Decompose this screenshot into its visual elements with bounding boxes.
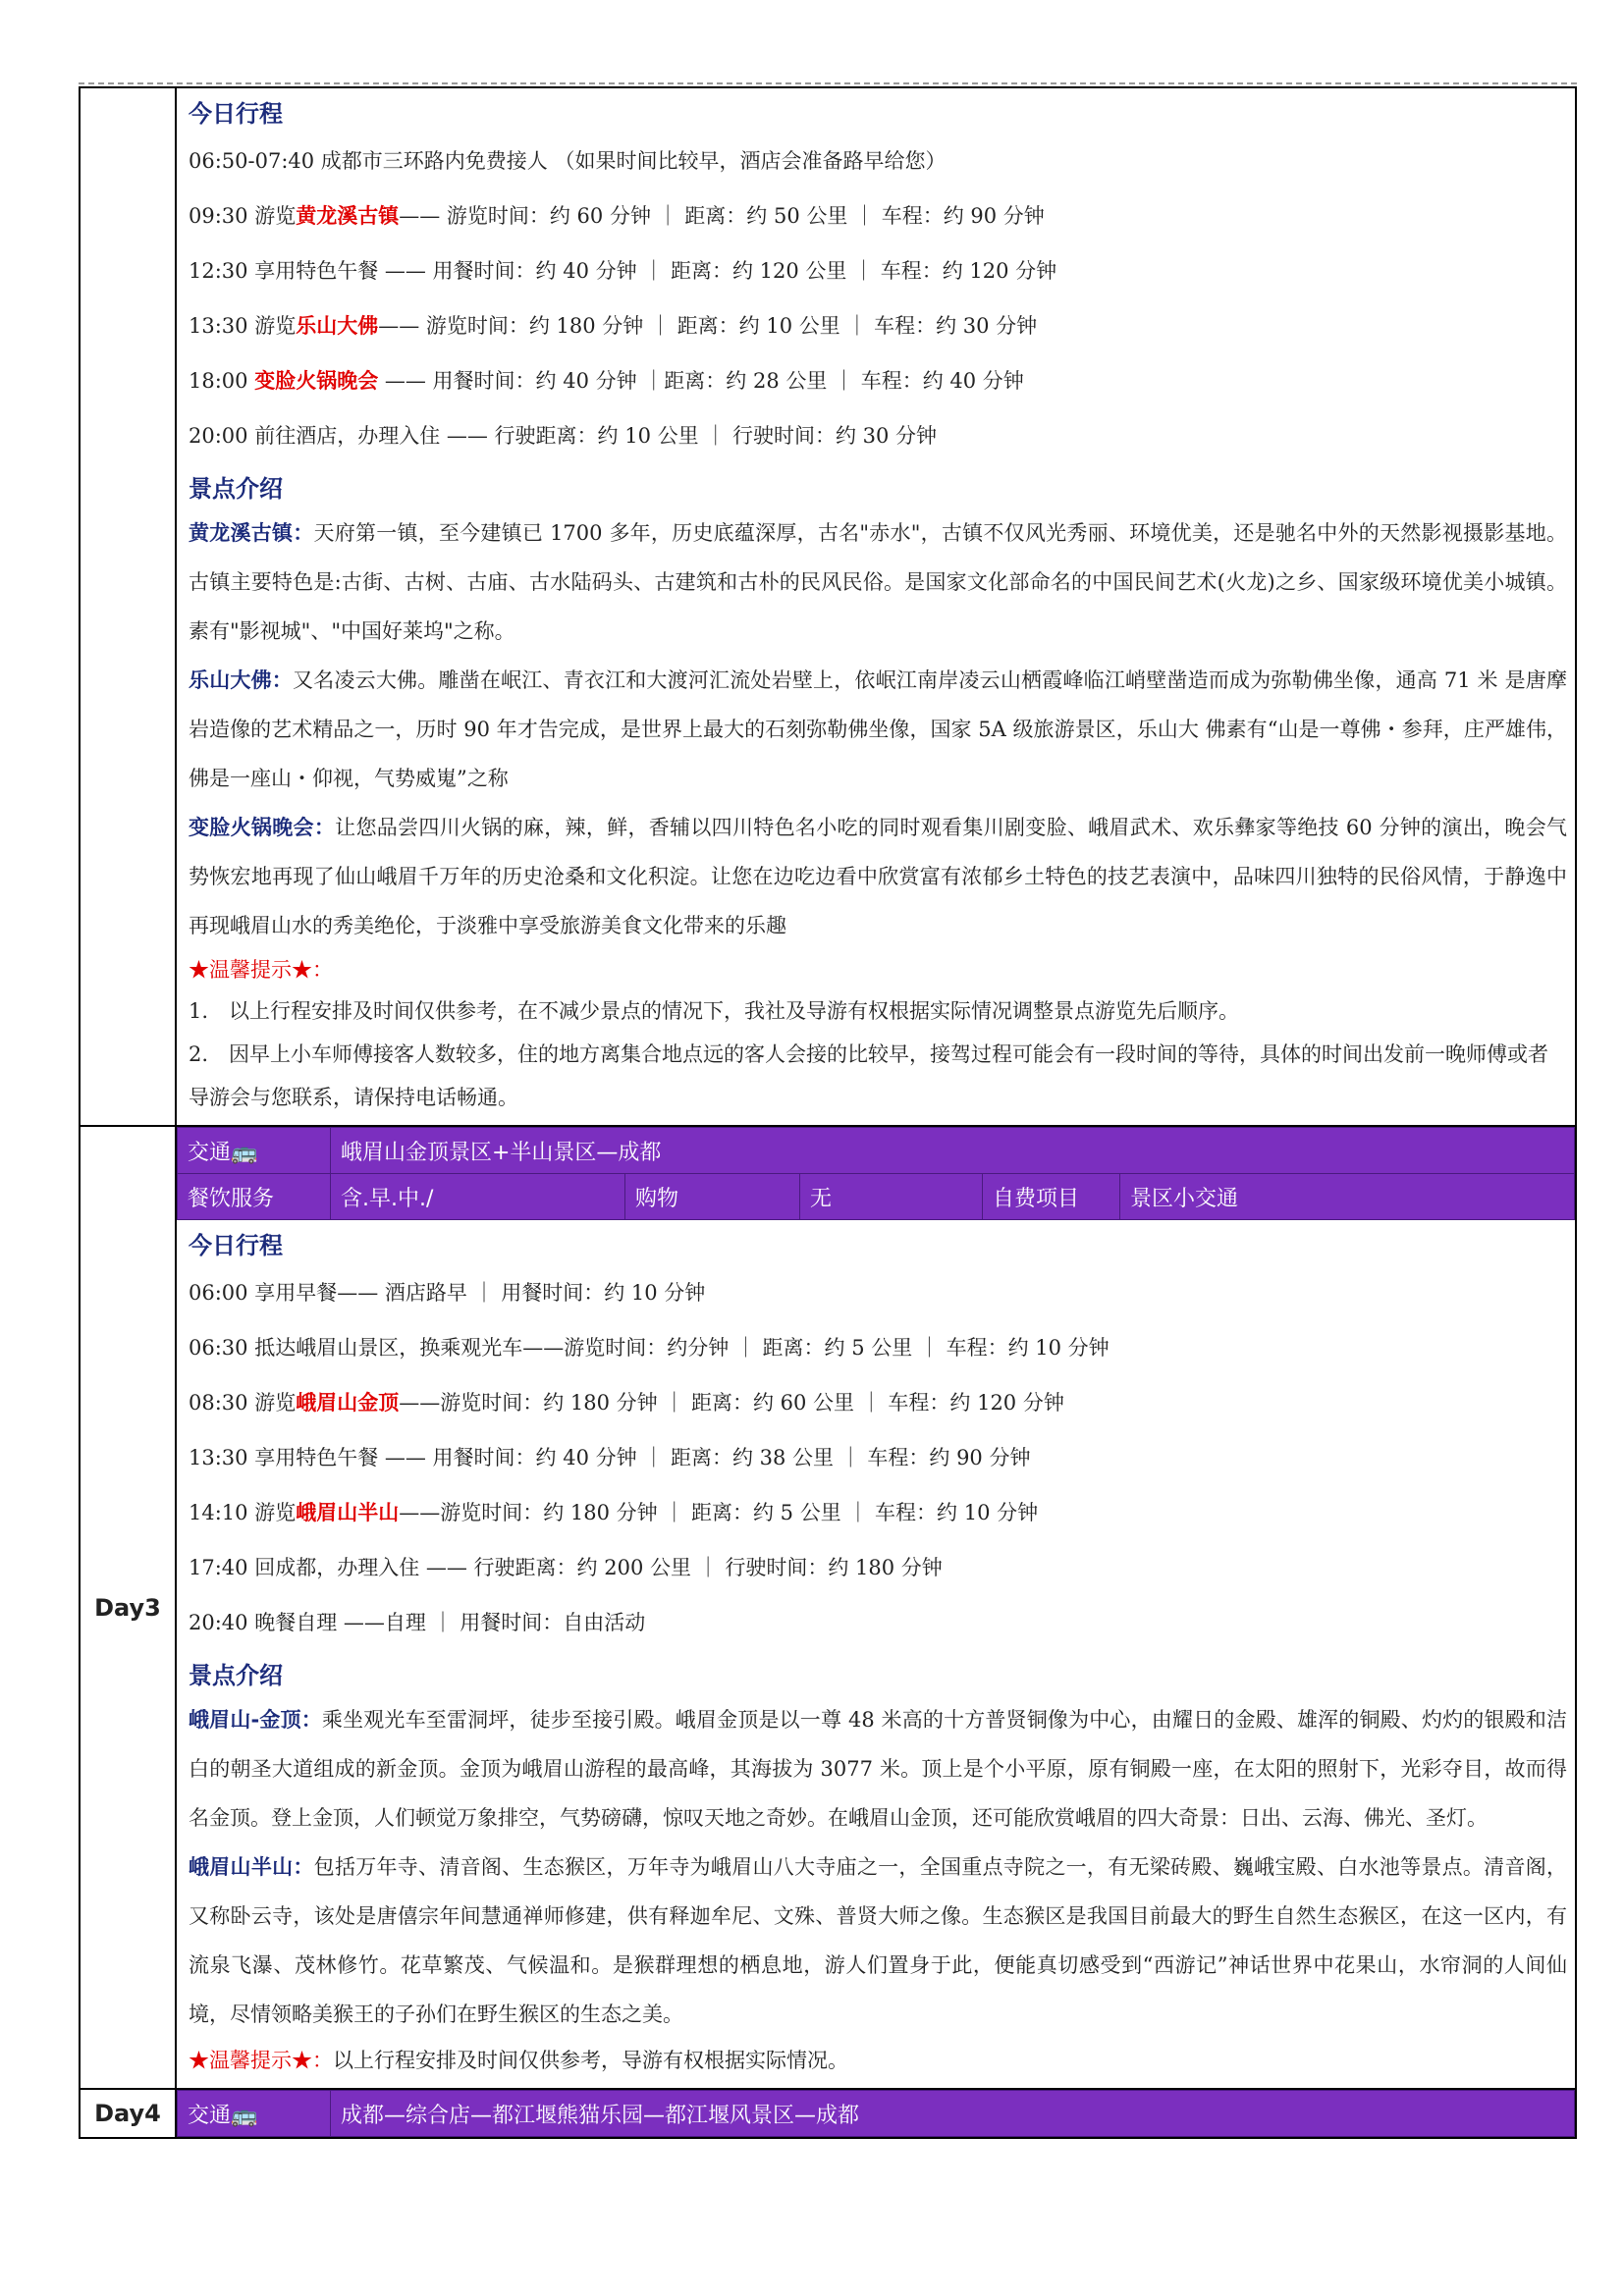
day4-row (80, 2089, 1576, 2138)
day2-row (80, 87, 1576, 1126)
item-attraction-highlight: 峨眉山金顶 (296, 1391, 400, 1415)
day3-shop-value: 无 (800, 1174, 983, 1220)
day4-label: Day4 (80, 2089, 176, 2138)
item-text: 20:00 前往酒店，办理入住 —— 行驶距离：约 10 公里 ｜ 行驶时间：约 30 分钟 (189, 424, 938, 448)
day3-info-bar (177, 1127, 1575, 1220)
day3-itinerary-item (189, 1320, 1567, 1375)
day2-itinerary-item (189, 133, 1567, 188)
day3-transport-label: 交通🚌 (178, 1128, 331, 1174)
day2-spot-paragraph (189, 656, 1567, 803)
day3-itinerary-item (189, 1430, 1567, 1485)
day3-label: Day3 (80, 1126, 176, 2089)
day2-spot-paragraph (189, 803, 1567, 950)
day2-itinerary-item (189, 298, 1567, 353)
day3-tip-text: 以上行程安排及时间仅供参考，导游有权根据实际情况。 (333, 2049, 848, 2072)
item-attraction-highlight: 峨眉山半山 (296, 1501, 400, 1524)
day3-tip-title: ★温馨提示★： (189, 2049, 333, 2072)
day2-label-cell (80, 87, 176, 1126)
item-text: 06:30 抵达峨眉山景区，换乘观光车——游览时间：约分钟 ｜ 距离：约 5 公里 ｜ 车程：约 10 分钟 (189, 1336, 1110, 1360)
item-text: 13:30 享用特色午餐 —— 用餐时间：约 40 分钟 ｜ 距离：约 38 公里 ｜ 车程：约 90 分钟 (189, 1446, 1031, 1469)
day3-intro-title: 景点介绍 (189, 1662, 283, 1689)
item-text: 08:30 游览 (189, 1391, 297, 1415)
day2-intro-title: 景点介绍 (189, 475, 283, 503)
spot-description: 让您品尝四川火锅的麻，辣，鲜，香辅以四川特色名小吃的同时观看集川剧变脸、峨眉武术、欢乐彝家等绝技 60 分钟的演出，晚会气势恢宏地再现了仙山峨眉千万年的历史沧桑和文化积淀。让您在边吃边看中欣赏富有浓郁乡土特色的技艺表演中，品味四川独特的民俗风情，于静逸中再现峨眉山水的秀美绝伦，于淡雅中享受旅游美食文化带来的乐趣 (189, 816, 1567, 937)
item-text: 13:30 游览 (189, 314, 297, 338)
day2-itinerary-list (189, 133, 1567, 463)
day3-itinerary-item (189, 1265, 1567, 1320)
day2-spot-list (189, 508, 1567, 950)
spot-description: 天府第一镇，至今建镇已 1700 多年，历史底蕴深厚，古名"赤水"，古镇不仅风光秀丽、环境优美，还是驰名中外的天然影视摄影基地。古镇主要特色是:古街、古树、古庙、古水陆码头、古建筑和古朴的民风民俗。是国家文化部命名的中国民间艺术(火龙)之乡、国家级环境优美小城镇。素有"影视城"、"中国好莱坞"之称。 (189, 521, 1567, 643)
item-text-detail: ——游览时间：约 180 分钟 ｜ 距离：约 60 公里 ｜ 车程：约 120 分钟 (399, 1391, 1064, 1415)
spot-description: 乘坐观光车至雷洞坪，徒步至接引殿。峨眉金顶是以一尊 48 米高的十方普贤铜像为中心，由耀日的金殿、雄浑的铜殿、灼灼的银殿和洁白的朝圣大道组成的新金顶。金顶为峨眉山游程的最高峰，其海拔为 3077 米。顶上是个小平原，原有铜殿一座，在太阳的照射下，光彩夺目，故而得名金顶。登上金顶，人们顿觉万象排空，气势磅礴，惊叹天地之奇妙。在峨眉山金顶，还可能欣赏峨眉的四大奇景：日出、云海、佛光、圣灯。 (189, 1708, 1567, 1830)
day4-transport-label: 交通🚌 (178, 2091, 331, 2137)
item-text: 09:30 游览 (189, 204, 297, 228)
item-text: 06:00 享用早餐—— 酒店路早 ｜ 用餐时间：约 10 分钟 (189, 1281, 706, 1305)
spot-description: 包括万年寺、清音阁、生态猴区，万年寺为峨眉山八大寺庙之一，全国重点寺院之一，有无梁砖殿、巍峨宝殿、白水池等景点。清音阁，又称卧云寺，该处是唐僖宗年间慧通禅师修建，供有释迦牟尼、文殊、普贤大师之像。生态猴区是我国目前最大的野生自然生态猴区，在这一区内，有流泉飞瀑、茂林修竹。花草繁茂、气候温和。是猴群理想的栖息地，游人们置身于此，便能真切感受到“西游记”神话世界中花果山，水帘洞的人间仙境，尽情领略美猴王的子孙们在野生猴区的生态之美。 (189, 1855, 1568, 2026)
day3-meal-value: 含.早.中./ (331, 1174, 625, 1220)
day4-info-bar (177, 2090, 1575, 2137)
day4-content-cell (176, 2089, 1576, 2138)
itinerary-table (79, 86, 1577, 2139)
day3-itinerary-item (189, 1595, 1567, 1650)
item-text: 20:40 晚餐自理 ——自理 ｜ 用餐时间：自由活动 (189, 1611, 646, 1634)
item-text-detail: ——游览时间：约 180 分钟 ｜ 距离：约 5 公里 ｜ 车程：约 10 分钟 (399, 1501, 1039, 1524)
top-dashed-rule (79, 82, 1577, 84)
item-text-detail: —— 游览时间：约 60 分钟 ｜ 距离：约 50 公里 ｜ 车程：约 90 分钟 (399, 204, 1045, 228)
item-text: 12:30 享用特色午餐 —— 用餐时间：约 40 分钟 ｜ 距离：约 120 公里 ｜ 车程：约 120 分钟 (189, 259, 1057, 283)
spot-name: 黄龙溪古镇： (189, 521, 314, 545)
day3-spot-list (189, 1695, 1567, 2039)
item-text: 06:50-07:40 成都市三环路内免费接人 （如果时间比较早，酒店会准备路早给您） (189, 149, 947, 173)
item-attraction-highlight: 变脸火锅晚会 (254, 369, 379, 393)
day2-itinerary-item (189, 353, 1567, 408)
day2-itinerary-title: 今日行程 (189, 100, 283, 128)
spot-name: 变脸火锅晚会： (189, 816, 336, 839)
day3-spot-paragraph (189, 1842, 1567, 2039)
day3-content-cell (176, 1126, 1576, 2089)
item-text: 17:40 回成都，办理入住 —— 行驶距离：约 200 公里 ｜ 行驶时间：约 180 分钟 (189, 1556, 943, 1579)
day2-tip-title: ★温馨提示★： (189, 958, 333, 982)
day3-meal-label: 餐饮服务 (178, 1174, 331, 1220)
item-attraction-highlight: 乐山大佛 (296, 314, 379, 338)
day2-itinerary-item (189, 243, 1567, 298)
day2-spot-paragraph (189, 508, 1567, 656)
item-text-detail: —— 游览时间：约 180 分钟 ｜ 距离：约 10 公里 ｜ 车程：约 30 分钟 (378, 314, 1038, 338)
spot-description: 又名凌云大佛。雕凿在岷江、青衣江和大渡河汇流处岩壁上，依岷江南岸凌云山栖霞峰临江峭壁凿造而成为弥勒佛坐像，通高 71 米 是唐摩岩造像的艺术精品之一，历时 90 年才告完成，是世界上最大的石刻弥勒佛坐像，国家 5A 级旅游景区，乐山大 佛素有“山是一尊佛・参拜，庄严雄伟，佛是一座山・仰视，气势威嵬”之称 (189, 668, 1568, 790)
day3-transport-value: 峨眉山金顶景区+半山景区—成都 (331, 1128, 1575, 1174)
day2-tip-1: 1. 以上行程安排及时间仅供参考，在不减少景点的情况下，我社及导游有权根据实际情况调整景点游览先后顺序。 (189, 999, 1240, 1023)
day3-itinerary-item (189, 1485, 1567, 1540)
spot-name: 峨眉山-金顶： (189, 1708, 322, 1732)
item-text-detail: —— 用餐时间：约 40 分钟 ｜距离：约 28 公里 ｜ 车程：约 40 分钟 (378, 369, 1024, 393)
day3-row (80, 1126, 1576, 2089)
item-text: 14:10 游览 (189, 1501, 297, 1524)
day3-shop-label: 购物 (625, 1174, 800, 1220)
day2-itinerary-item (189, 188, 1567, 243)
day3-itinerary-list (189, 1265, 1567, 1650)
day2-content-cell (176, 87, 1576, 1126)
spot-name: 乐山大佛： (189, 668, 294, 692)
day3-itinerary-item (189, 1540, 1567, 1595)
day2-itinerary-item (189, 408, 1567, 463)
day4-transport-value: 成都—综合店—都江堰熊猫乐园—都江堰风景区—成都 (331, 2091, 1575, 2137)
day3-extra-value: 景区小交通 (1120, 1174, 1575, 1220)
day3-itinerary-title: 今日行程 (189, 1232, 283, 1259)
day2-tip-2: 2. 因早上小车师傅接客人数较多，住的地方离集合地点远的客人会接的比较早，接驾过程可能会有一段时间的等待，具体的时间出发前一晚师傅或者导游会与您联系，请保持电话畅通。 (189, 1042, 1549, 1109)
itinerary-page (79, 86, 1577, 2139)
spot-name: 峨眉山半山： (189, 1855, 314, 1879)
day3-itinerary-item (189, 1375, 1567, 1430)
item-attraction-highlight: 黄龙溪古镇 (296, 204, 400, 228)
item-text: 18:00 (189, 369, 255, 393)
day3-tip (189, 2039, 1567, 2082)
day3-extra-label: 自费项目 (983, 1174, 1120, 1220)
day3-spot-paragraph (189, 1695, 1567, 1842)
